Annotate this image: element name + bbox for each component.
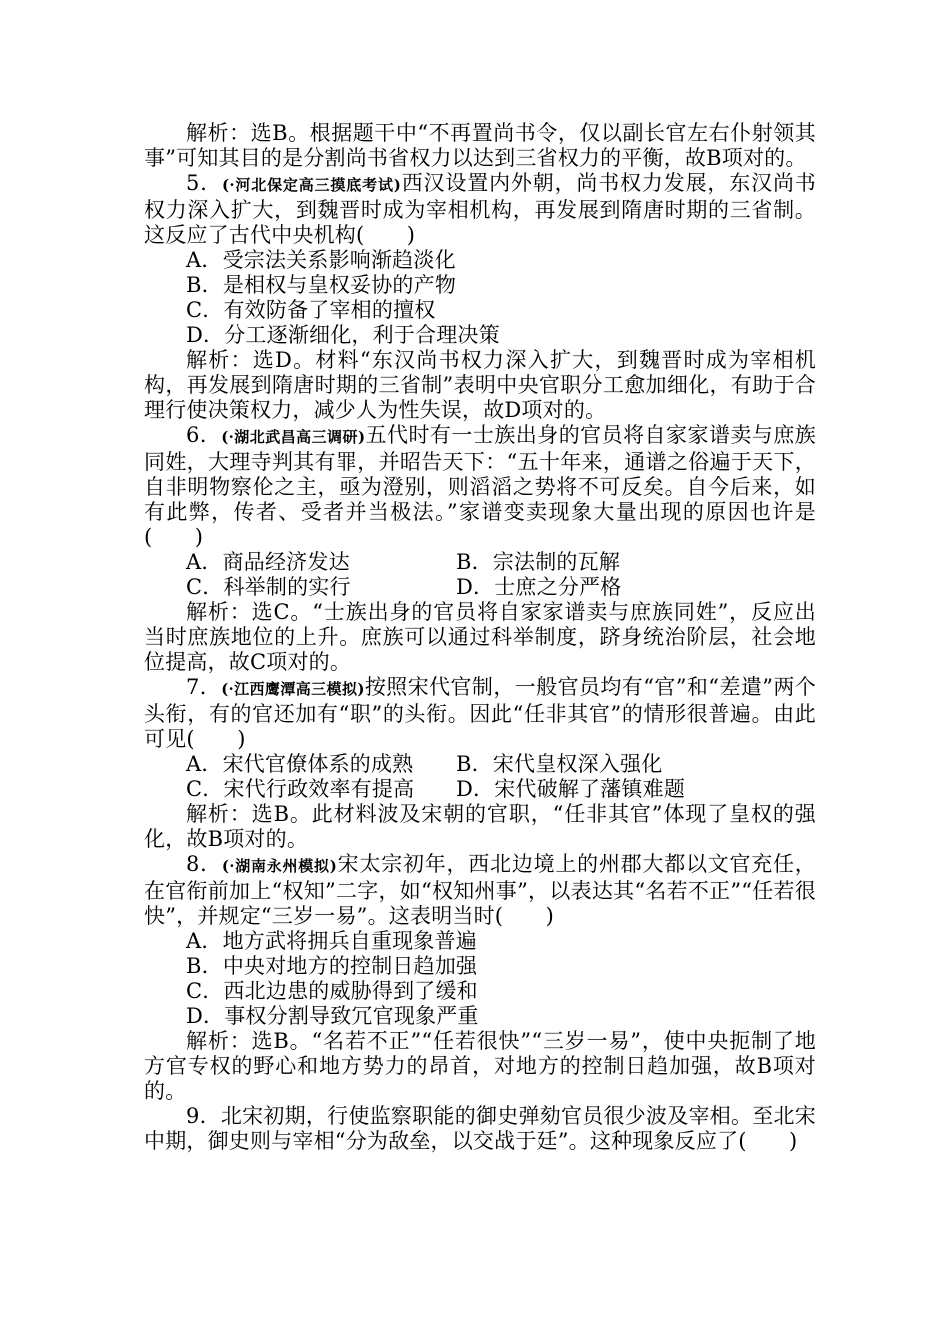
answer-option: A．受宗法关系影响渐趋淡化 <box>186 248 456 272</box>
question-stem <box>144 171 816 248</box>
question-stem <box>144 852 816 929</box>
question-source: (·湖南永州模拟) <box>221 857 338 875</box>
question-text: 宋太宗初年，西北边境上的州郡大都以文官充任，在官衔前加上“权知”二字，如“权知州事”，以表达其“名若不正”“任若很快”，并规定“三岁一易”。这表明当时( ) <box>144 852 817 928</box>
answer-option-row <box>144 777 816 802</box>
question-text: 西汉设置内外朝，尚书权力发展，东汉尚书权力深入扩大，到魏晋时成为宰相机构，再发展到隋唐时期的三省制。这反应了古代中央机构( ) <box>144 171 816 247</box>
answer-option: B．宋代皇权深入强化 <box>456 752 663 776</box>
answer-option: B．宗法制的瓦解 <box>456 550 621 574</box>
answer-option-row <box>144 575 816 600</box>
question-number: 5． <box>186 171 223 195</box>
question-stem <box>144 1104 816 1154</box>
answer-option: D．分工逐渐细化，利于合理决策 <box>186 323 500 347</box>
answer-explanation: 解析：选B。根据题干中“不再置尚书令，仅以副长官左右仆射领其事”可知其目的是分割尚书省权力以达到三省权力的平衡，故B项对的。 <box>144 121 816 170</box>
answer-option: C．西北边患的威胁得到了缓和 <box>186 979 478 1003</box>
answer-explanation: 解析：选B。“名若不正”“任若很快”“三岁一易”，使中央扼制了地方官专权的野心和地方势力的昂首，对地方的控制日趋加强，故B项对的。 <box>144 1029 816 1103</box>
answer-option: A．宋代官僚体系的成熟 <box>186 752 414 776</box>
question-text: 五代时有一士族出身的官员将自家家谱卖与庶族同姓，大理寺判其有罪，并昭告天下：“五十年来，通谱之俗遍于天下，自非明物察伦之主，亟为澄别，则滔滔之势将不可反矣。自今后来，如有此弊，传者、受者并当极法。”家谱变卖现象大量出现的原因也许是( ) <box>144 423 816 549</box>
question-source: (·湖北武昌高三调研) <box>221 428 366 446</box>
answer-explanation: 解析：选D。材料“东汉尚书权力深入扩大，到魏晋时成为宰相机构，再发展到隋唐时期的三省制”表明中央官职分工愈加细化，有助于合理行使决策权力，减少人为性失误，故D项对的。 <box>144 348 816 422</box>
question-source: (·江西鹰潭高三模拟) <box>221 680 365 698</box>
answer-option-row <box>144 752 816 777</box>
answer-option-row <box>144 550 816 575</box>
question-number: 8． <box>186 852 222 876</box>
question-text: 北宋初期，行使监察职能的御史弹劾官员很少波及宰相。至北宋中期，御史则与宰相“分为敌垒，以交战于廷”。这种现象反应了( ) <box>144 1104 816 1153</box>
answer-option: D．事权分割导致冗官现象严重 <box>186 1004 479 1028</box>
question-number: 9． <box>186 1104 221 1128</box>
question-text: 按照宋代官制，一般官员均有“官”和“差遣”两个头衔，有的官还加有“职”的头衔。因此“任非其官”的情形很普遍。由此可见( ) <box>144 675 817 751</box>
question-stem <box>144 675 816 752</box>
answer-option: D．宋代破解了藩镇难题 <box>456 777 686 801</box>
document-body <box>144 121 816 1154</box>
answer-option: C．宋代行政效率有提高 <box>186 777 415 801</box>
question-source: (·河北保定高三摸底考试) <box>222 176 402 194</box>
answer-option: C．科举制的实行 <box>186 575 351 599</box>
question-stem <box>144 423 816 550</box>
answer-option: B．中央对地方的控制日趋加强 <box>186 954 478 978</box>
answer-option: D．士庶之分严格 <box>456 575 622 599</box>
answer-option: B．是相权与皇权妥协的产物 <box>186 273 457 297</box>
answer-explanation: 解析：选B。此材料波及宋朝的官职，“任非其官”体现了皇权的强化，故B项对的。 <box>144 802 816 851</box>
question-number: 7． <box>186 675 222 699</box>
answer-explanation: 解析：选C。“士族出身的官员将自家家谱卖与庶族同姓”，反应出当时庶族地位的上升。庶族可以通过科举制度，跻身统治阶层，社会地位提高，故C项对的。 <box>144 600 816 674</box>
answer-option: A．商品经济发达 <box>186 550 350 574</box>
question-number: 6． <box>186 423 222 447</box>
answer-option: A．地方武将拥兵自重现象普遍 <box>186 929 477 953</box>
answer-option: C．有效防备了宰相的擅权 <box>186 298 436 322</box>
